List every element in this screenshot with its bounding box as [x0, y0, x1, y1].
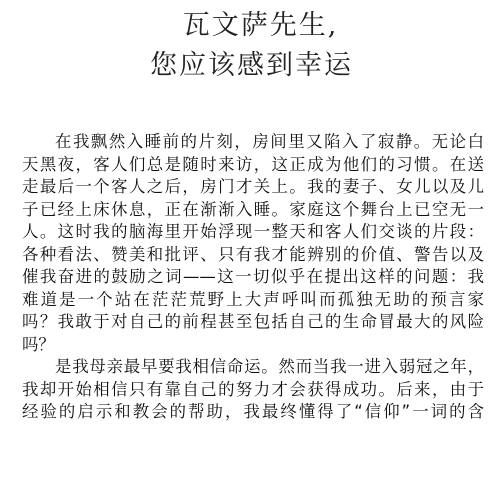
text-line: 吗？ — [22, 334, 55, 354]
text-line: 催我奋进的鼓励之词——这一切似乎在提出这样的问题：我 — [22, 267, 484, 286]
paragraph-1 — [22, 131, 484, 356]
text-line: 在我飘然入睡前的片刻，房间里又陷入了寂静。无论白 — [55, 132, 484, 151]
text-line: 我却开始相信只有靠自己的努力才会获得成功。后来，由于 — [22, 379, 484, 399]
text-line: 子已经上床休息，正在渐渐入睡。家庭这个舞台上已空无一 — [22, 199, 484, 219]
chapter-title — [0, 6, 503, 86]
paragraph-2 — [22, 356, 484, 424]
text-line: 吗？我敢于对自己的前程甚至包括自己的生命冒最大的风险 — [22, 312, 484, 331]
text-line: 难道是一个站在茫茫荒野上大声呼叫而孤独无助的预言家 — [22, 289, 484, 309]
text-line: 各种看法、赞美和批评、只有我才能辨别的价值、警告以及 — [22, 244, 484, 264]
body-text — [22, 131, 484, 424]
text-line: 天黑夜，客人们总是随时来访，这正成为他们的习惯。在送 — [22, 154, 484, 174]
title-line-1: 瓦文萨先生, — [182, 10, 339, 41]
title-line-2: 您应该感到幸运 — [150, 50, 353, 81]
text-line: 经验的启示和教会的帮助，我最终懂得了“信仰”一词的含 — [22, 402, 484, 421]
text-line: 人。这时我的脑海里开始浮现一整天和客人们交谈的片段： — [22, 222, 484, 241]
text-line: 是我母亲最早要我相信命运。然而当我一进入弱冠之年， — [55, 357, 484, 376]
text-line: 走最后一个客人之后，房门才关上。我的妻子、女儿以及儿 — [22, 177, 484, 196]
